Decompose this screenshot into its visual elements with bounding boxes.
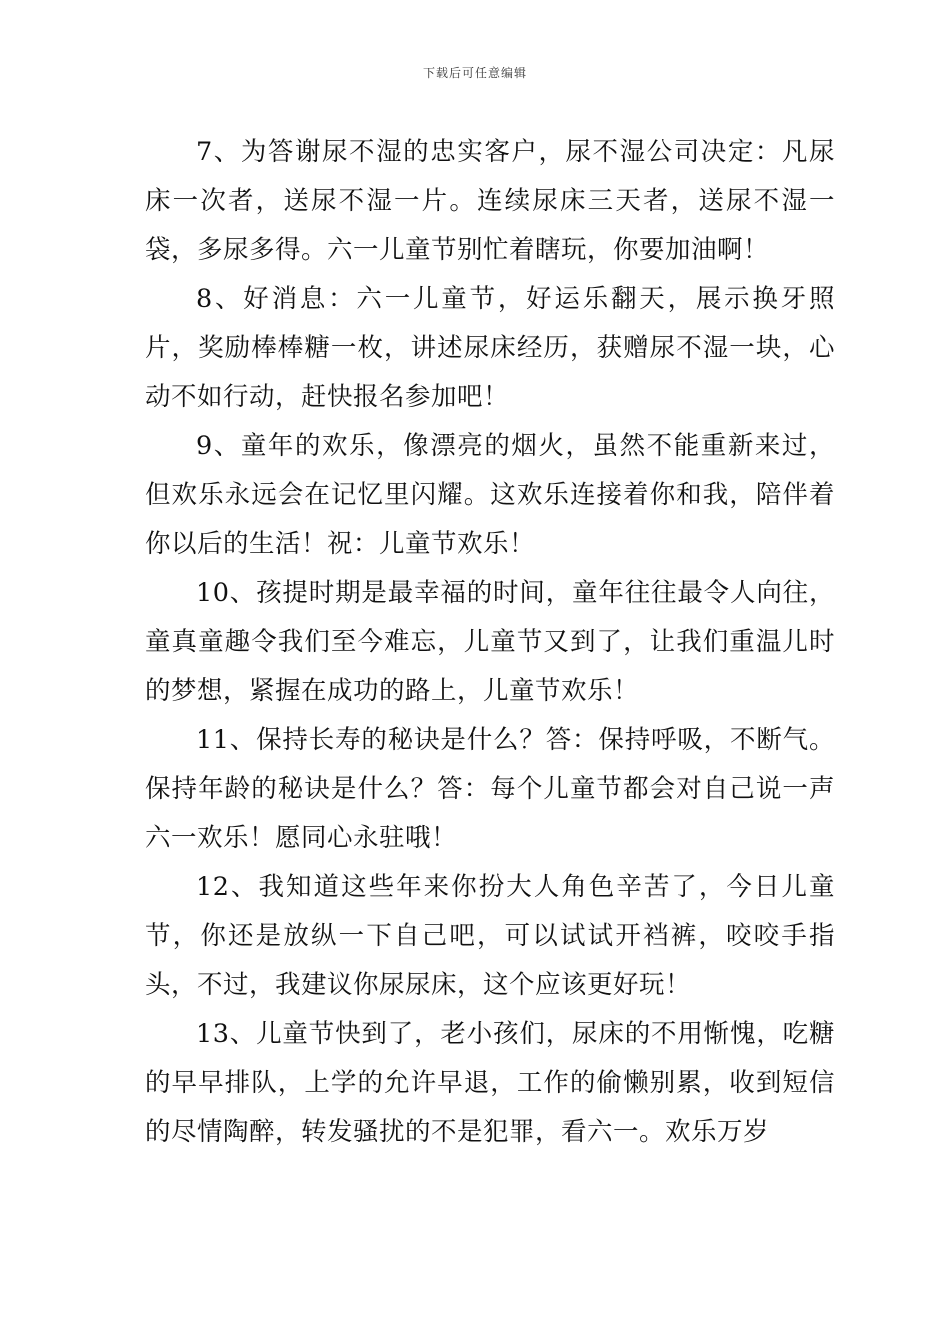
document-body <box>145 128 835 1157</box>
paragraph-12: 12、我知道这些年来你扮大人角色辛苦了，今日儿童节，你还是放纵一下自己吧，可以试试开裆裤，咬咬手指头，不过，我建议你尿尿床，这个应该更好玩！ <box>145 872 835 1000</box>
paragraph-10: 10、孩提时期是最幸福的时间，童年往往最令人向往，童真童趣令我们至今难忘，儿童节又到了，让我们重温儿时的梦想，紧握在成功的路上，儿童节欢乐！ <box>145 578 835 706</box>
paragraph-9: 9、童年的欢乐，像漂亮的烟火，虽然不能重新来过，但欢乐永远会在记忆里闪耀。这欢乐连接着你和我，陪伴着你以后的生活！祝：儿童节欢乐！ <box>145 431 835 559</box>
page-header: 下载后可任意编辑 <box>422 66 527 80</box>
paragraph-13: 13、儿童节快到了，老小孩们，尿床的不用惭愧，吃糖的早早排队，上学的允许早退，工作的偷懒别累，收到短信的尽情陶醉，转发骚扰的不是犯罪，看六一。欢乐万岁 <box>145 1019 835 1147</box>
paragraph-7: 7、为答谢尿不湿的忠实客户，尿不湿公司决定：凡尿床一次者，送尿不湿一片。连续尿床三天者，送尿不湿一袋，多尿多得。六一儿童节别忙着瞎玩，你要加油啊！ <box>145 137 835 265</box>
paragraph-11: 11、保持长寿的秘诀是什么？答：保持呼吸，不断气。保持年龄的秘诀是什么？答：每个儿童节都会对自己说一声六一欢乐！愿同心永驻哦！ <box>145 725 835 853</box>
paragraph-8: 8、好消息：六一儿童节，好运乐翻天，展示换牙照片，奖励棒棒糖一枚，讲述尿床经历，获赠尿不湿一块，心动不如行动，赶快报名参加吧！ <box>145 284 835 412</box>
